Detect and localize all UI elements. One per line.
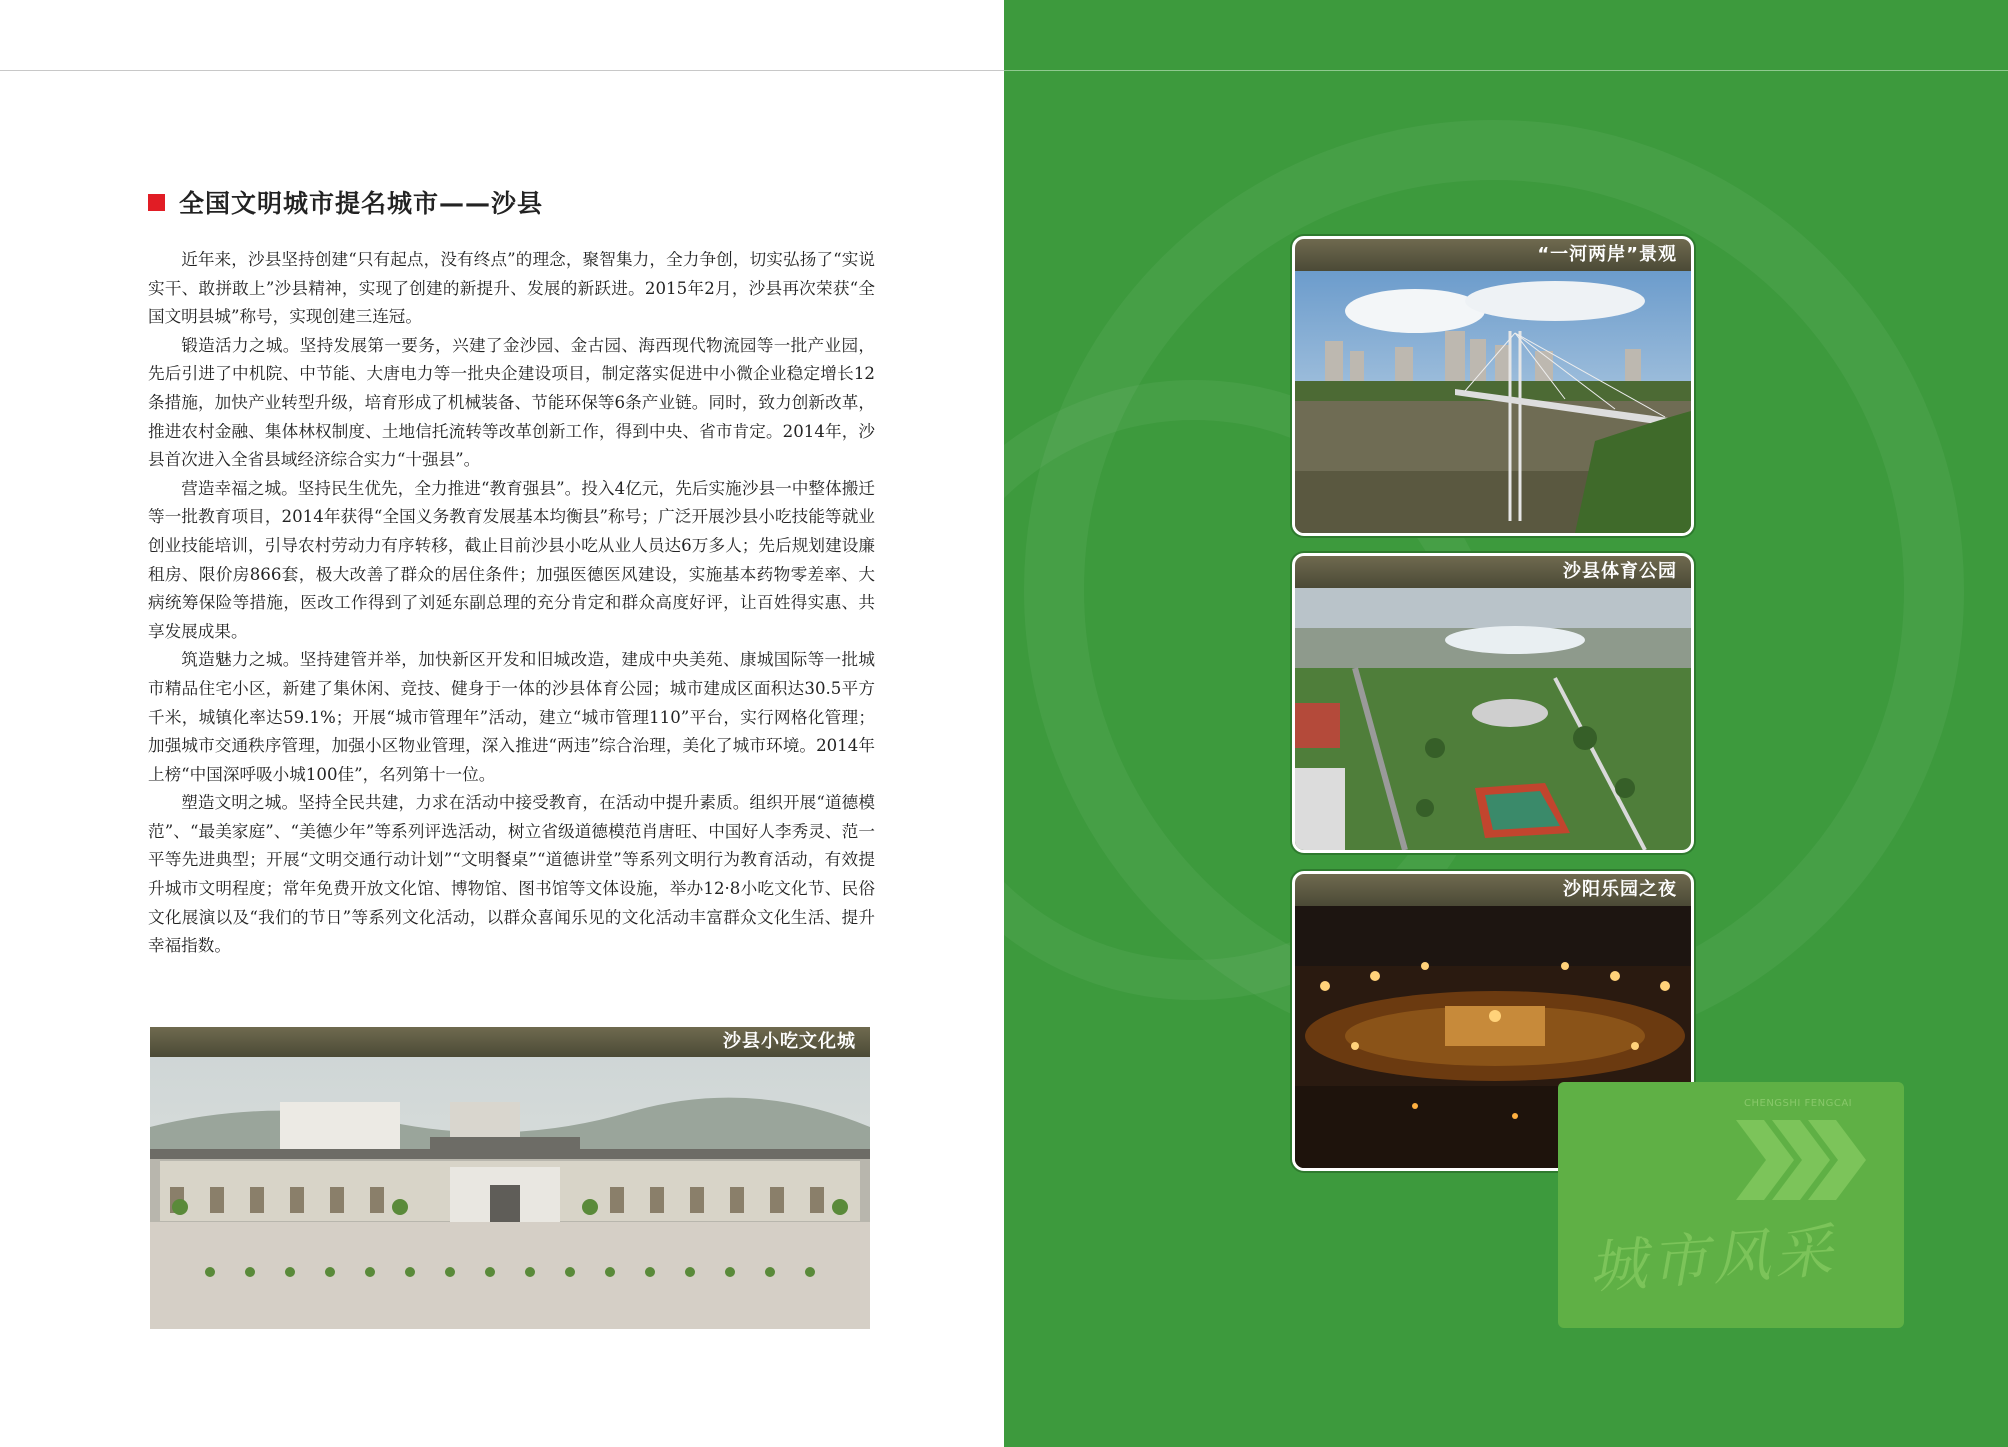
paragraph: 近年来，沙县坚持创建“只有起点，没有终点”的理念，聚智集力，全力争创，切实弘扬了“实说实干、敢拼敢上”沙县精神，实现了创建的新提升、发展的新跃进。2015年2月，沙县再次荣获“全国文明县城”称号，实现创建三连冠。 (148, 250, 875, 327)
paragraph: 营造幸福之城。坚持民生优先，全力推进“教育强县”。投入4亿元，先后实施沙县一中整体搬迁等一批教育项目，2014年获得“全国义务教育发展基本均衡县”称号；广泛开展沙县小吃技能等就业创业技能培训，引导农村劳动力有序转移，截止目前沙县小吃从业人员达6万多人；先后规划建设廉租房、限价房866套，极大改善了群众的居住条件；加强医德医风建设，实施基本药物零差率、大病统筹保险等措施，医改工作得到了刘延东副总理的充分肯定和群众高度好评，让百姓得实惠、共享发展成果。 (148, 478, 875, 641)
section-heading (148, 184, 543, 220)
badge-english-text: CHENGSHI FENGCAI (1744, 1098, 1853, 1109)
section-badge (1558, 1082, 1904, 1328)
sports-park-image (1295, 588, 1691, 850)
photo-caption: 沙阳乐园之夜 (1295, 874, 1691, 906)
paragraph: 筑造魅力之城。坚持建管并举，加快新区开发和旧城改造，建成中央美苑、康城国际等一批城市精品住宅小区，新建了集休闲、竞技、健身于一体的沙县体育公园；城市建成区面积达30.5平方千米，城镇化率达59.1%；开展“城市管理年”活动，建立“城市管理110”平台，实行网格化管理；加强城市交通秩序管理，加强小区物业管理，深入推进“两违”综合治理，美化了城市环境。2014年上榜“中国深呼吸小城100佳”，名列第十一位。 (148, 650, 875, 784)
right-page (1004, 0, 2008, 1447)
paragraph: 锻造活力之城。坚持发展第一要务，兴建了金沙园、金古园、海西现代物流园等一批产业园，先后引进了中机院、中节能、大唐电力等一批央企建设项目，制定落实促进中小微企业稳定增长12条措施，加快产业转型升级，培育形成了机械装备、节能环保等6条产业链。同时，致力创新改革，推进农村金融、集体林权制度、土地信托流转等改革创新工作，得到中央、省市肯定。2014年，沙县首次进入全省县域经济综合实力“十强县”。 (148, 335, 875, 470)
photo-caption: 沙县小吃文化城 (150, 1027, 870, 1057)
heading-text: 全国文明城市提名城市——沙县 (179, 189, 544, 218)
top-rule (1004, 70, 2008, 71)
photo-caption: 沙县体育公园 (1295, 556, 1691, 588)
river-photo (1292, 236, 1694, 536)
snack-city-photo (150, 1027, 870, 1329)
badge-chinese-text: 城市风采 (1586, 1216, 1839, 1302)
paragraph: 塑造文明之城。坚持全民共建，力求在活动中接受教育，在活动中提升素质。组织开展“道德模范”、“最美家庭”、“美德少年”等系列评选活动，树立省级道德模范肖唐旺、中国好人李秀灵、范一平等先进典型；开展“文明交通行动计划”“文明餐桌”“道德讲堂”等系列文明行为教育活动，有效提升城市文明程度；常年免费开放文化馆、博物馆、图书馆等文体设施，举办12·8小吃文化节、民俗文化展演以及“我们的节日”等系列文化活动，以群众喜闻乐见的文化活动丰富群众文化生活、提升幸福指数。 (148, 793, 875, 956)
top-rule (0, 70, 1004, 71)
chevrons-icon (1736, 1120, 1866, 1200)
snack-city-image (150, 1057, 870, 1329)
red-square-bullet (148, 194, 165, 211)
river-image (1295, 271, 1691, 533)
article-body (148, 246, 875, 961)
sports-park-photo (1292, 553, 1694, 853)
photo-caption: “一河两岸”景观 (1295, 239, 1691, 271)
